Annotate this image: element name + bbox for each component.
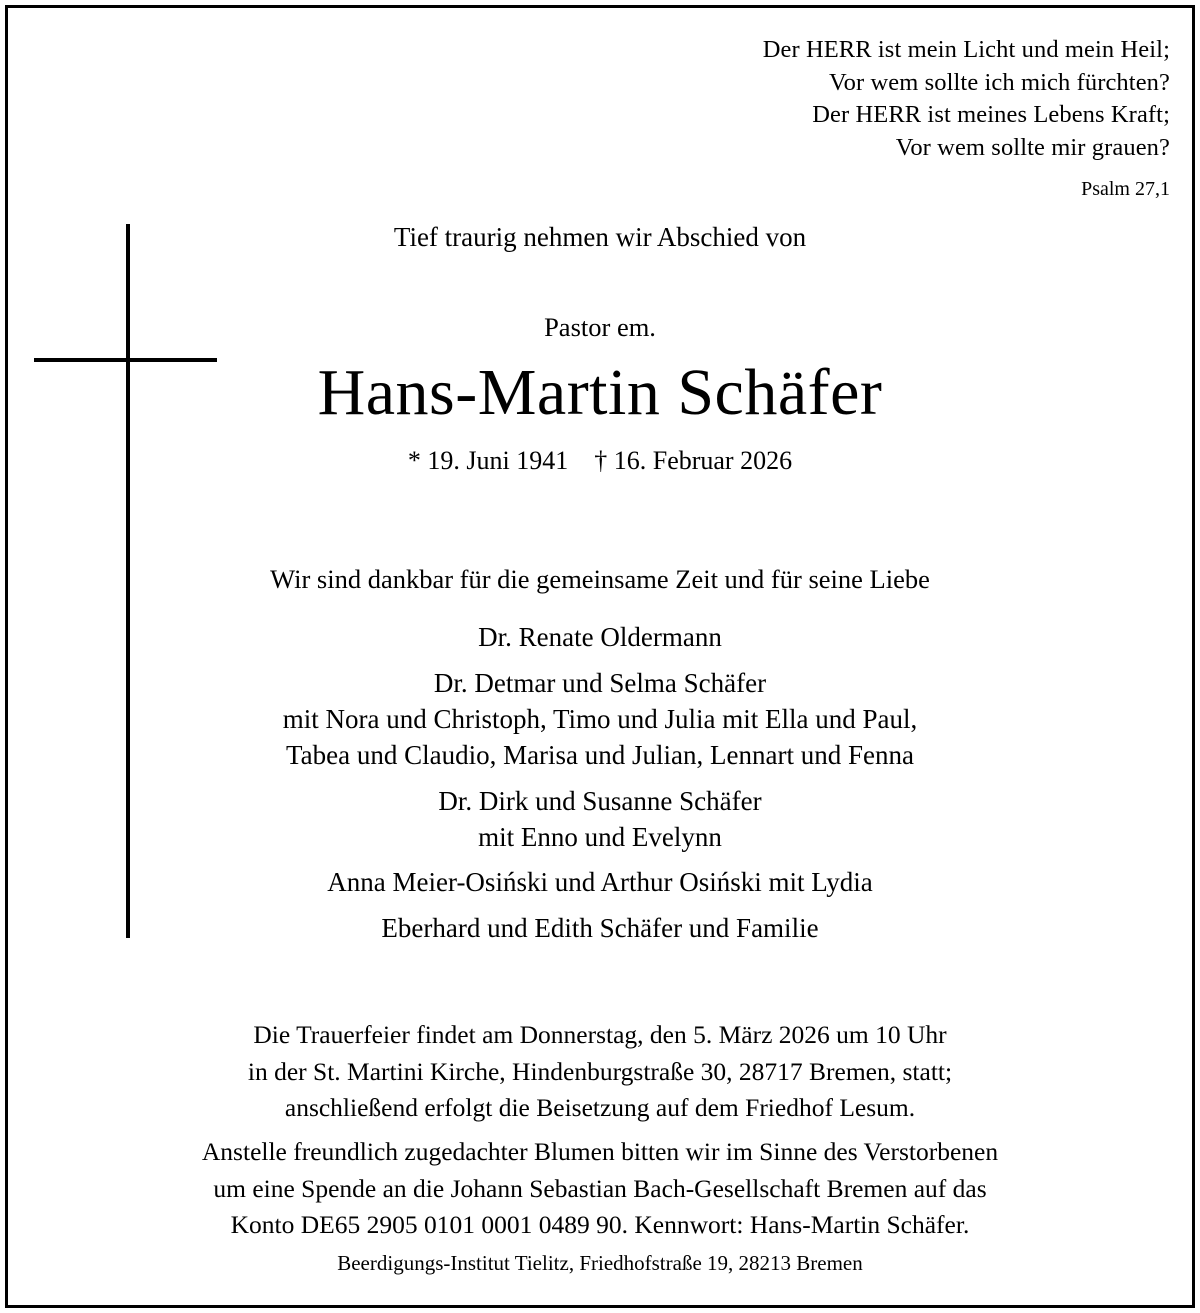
birth-date: * 19. Juni 1941: [407, 446, 569, 476]
donation-request: [8, 1134, 1192, 1244]
scripture-line-3: Der HERR ist meines Lebens Kraft;: [812, 101, 1170, 129]
scripture-line-4: Vor wem sollte mir grauen?: [895, 133, 1170, 161]
notice-inner: [8, 8, 1192, 1305]
ceremony-line: in der St. Martini Kirche, Hindenburgstraße 30, 28717 Bremen, statt;: [247, 1056, 953, 1086]
ceremony-line: Die Trauerfeier findet am Donnerstag, den 5. März 2026 um 10 Uhr: [253, 1020, 947, 1049]
donation-line: Anstelle freundlich zugedachter Blumen bitten wir im Sinne des Verstorbenen: [201, 1137, 999, 1166]
mourners-list: [8, 620, 1192, 947]
mourner-line: Dr. Dirk und Susanne Schäfer: [438, 785, 762, 816]
mourner-line: Anna Meier-Osiński und Arthur Osiński mit Lydia: [327, 867, 873, 898]
scripture-quote: [763, 34, 1170, 203]
deceased-honorific: Pastor em.: [544, 312, 656, 342]
mourner-line: mit Enno und Evelynn: [478, 821, 722, 852]
mourner-line: Tabea und Claudio, Marisa und Julian, Lennart und Fenna: [286, 739, 914, 770]
life-dates: [8, 446, 1192, 476]
donation-line: um eine Spende an die Johann Sebastian Bach-Gesellschaft Bremen auf das: [213, 1173, 987, 1203]
ceremony-details: [8, 1017, 1192, 1127]
deceased-block: [8, 313, 1192, 476]
mourner-line: Dr. Renate Oldermann: [478, 622, 722, 652]
scripture-line-1: Der HERR ist mein Licht und mein Heil;: [762, 36, 1170, 63]
mourner-line: Dr. Detmar und Selma Schäfer: [433, 667, 767, 698]
intro-text: Tief traurig nehmen wir Abschied von: [393, 222, 807, 252]
donation-line: Konto DE65 2905 0101 0001 0489 90. Kennwort: Hans-Martin Schäfer.: [230, 1210, 970, 1240]
deceased-name: Hans-Martin Schäfer: [317, 356, 883, 430]
mourner-line: Eberhard und Edith Schäfer und Familie: [381, 913, 819, 944]
death-date: † 16. Februar 2026: [594, 446, 793, 476]
ceremony-line: anschließend erfolgt die Beisetzung auf dem Friedhof Lesum.: [284, 1093, 916, 1123]
mourner-line: mit Nora und Christoph, Timo und Julia mit Ella und Paul,: [282, 703, 918, 734]
gratitude-text: Wir sind dankbar für die gemeinsame Zeit und für seine Liebe: [270, 564, 930, 594]
scripture-source: Psalm 27,1: [1081, 178, 1170, 201]
undertaker-info: Beerdigungs-Institut Tielitz, Friedhofstraße 19, 28213 Bremen: [337, 1251, 863, 1275]
scripture-line-2: Vor wem sollte ich mich fürchten?: [829, 68, 1170, 96]
